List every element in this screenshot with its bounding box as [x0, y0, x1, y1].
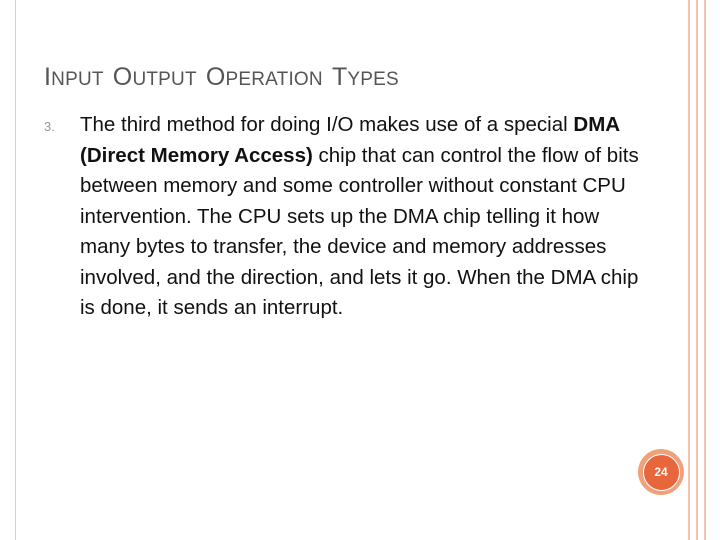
title-word-2-rest: UTPUT [132, 69, 197, 90]
title-word-1-initial: I [44, 63, 52, 91]
title-word-4-initial: T [331, 63, 348, 91]
text-after: chip that can control the flow of bits between memory and some controller without constant CPU intervention. The CPU sets up the DMA chip telling it how many bytes to transfer, the device and memory addresses involved, and the direction, and lets it go. When the DMA chip is done, it sends an interrupt. [80, 143, 639, 319]
right-decoration [682, 0, 720, 540]
title-word-2-initial: O [112, 63, 133, 91]
list-item-text [80, 110, 640, 324]
title-word-3-rest: PERATION [225, 69, 323, 90]
title-word-1-rest: NPUT [51, 69, 104, 90]
slide-title [44, 56, 399, 93]
text-bold: DMA (Direct Memory Access) [80, 113, 620, 167]
decor-line [696, 0, 698, 540]
decor-line [704, 0, 706, 540]
title-word-3-initial: O [205, 63, 226, 91]
page-number: 24 [643, 454, 680, 491]
decor-line [688, 0, 690, 540]
page-number-badge [638, 449, 684, 495]
text-before: The third method for doing I/O makes use of a special [80, 113, 574, 136]
list-item-number: 3. [44, 119, 55, 134]
title-word-4-rest: YPES [347, 69, 399, 90]
